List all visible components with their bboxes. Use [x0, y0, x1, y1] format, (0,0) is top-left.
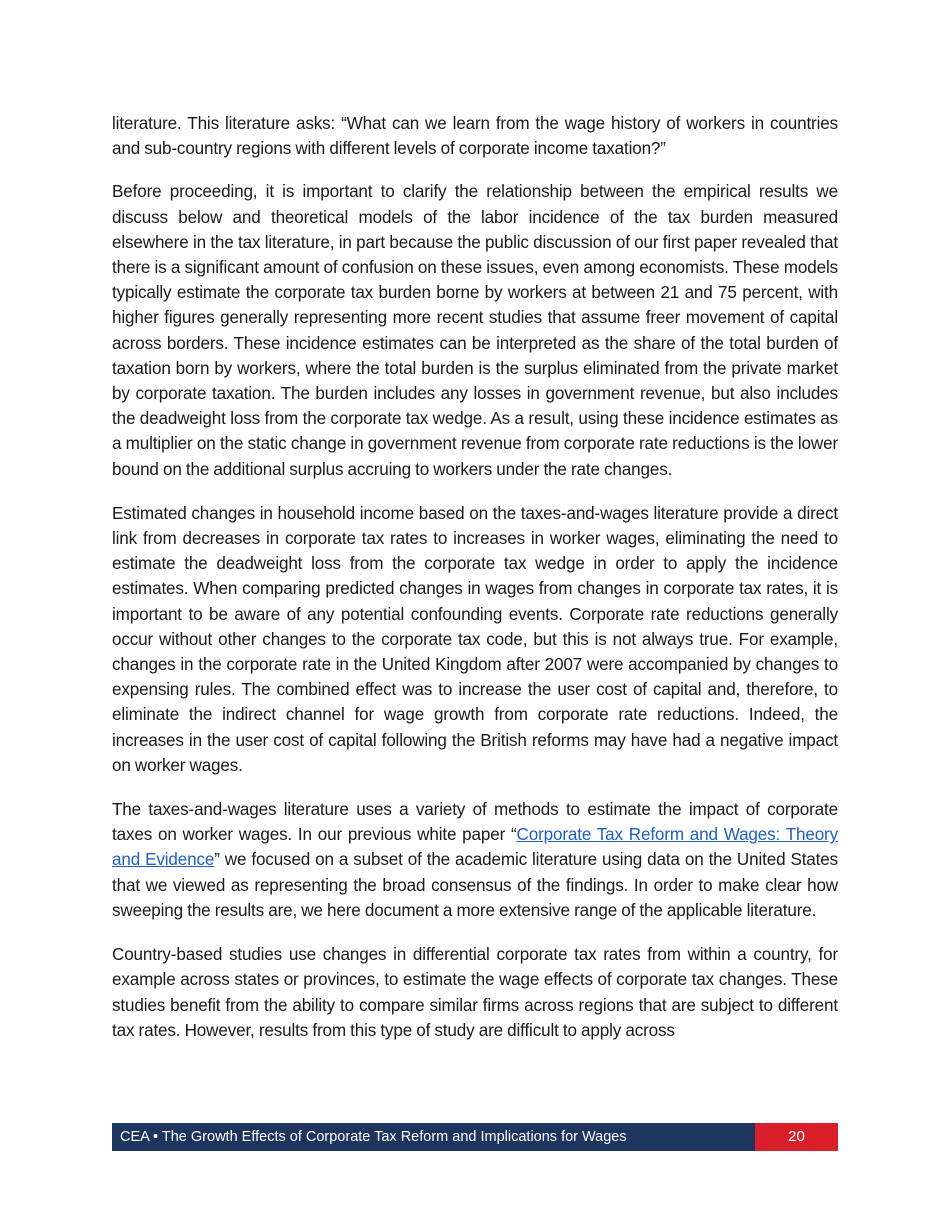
page-number: 20: [755, 1123, 838, 1151]
paragraph-3: Estimated changes in household income based on the taxes-and-wages literature provide a direct link from decreases in corporate tax rates to increases in worker wages, eliminating the need to estimate the deadweight loss from the corporate tax wedge in order to apply the incidence estimates. When comparing predicted changes in wages from changes in corporate tax rates, it is important to be aware of any potential confounding events. Corporate rate reductions generally occur without other changes to the corporate tax code, but this is not always true. For example, changes in the corporate rate in the United Kingdom after 2007 were accompanied by changes to expensing rules. The combined effect was to increase the user cost of capital and, therefore, to eliminate the indirect channel for wage growth from corporate rate reductions. Indeed, the increases in the user cost of capital following the British reforms may have had a negative impact on worker wages.: [112, 503, 838, 775]
white-paper-link[interactable]: Corporate Tax Reform and Wages: Theory and Evidence: [112, 825, 838, 870]
paragraph-4-before-link: The taxes-and-wages literature uses a variety of methods to estimate the impact of corporate taxes on worker wages. In our previous white paper “: [112, 800, 838, 845]
page-footer: [112, 1123, 838, 1151]
footer-title: CEA • The Growth Effects of Corporate Tax Reform and Implications for Wages: [112, 1123, 755, 1151]
paragraph-4-after-link: ” we focused on a subset of the academic literature using data on the United States that we viewed as representing the broad consensus of the findings. In order to make clear how sweeping the results are, we here document a more extensive range of the applicable literature.: [112, 850, 838, 920]
paragraph-5: Country-based studies use changes in differential corporate tax rates from within a country, for example across states or provinces, to estimate the wage effects of corporate tax changes. These studies benefit from the ability to compare similar firms across regions that are subject to different tax rates. However, results from this type of study are difficult to apply across: [112, 945, 838, 1040]
paragraph-2: Before proceeding, it is important to clarify the relationship between the empirical results we discuss below and theoretical models of the labor incidence of the tax burden measured elsewhere in the tax literature, in part because the public discussion of our first paper revealed that there is a significant amount of confusion on these issues, even among economists. These models typically estimate the corporate tax burden borne by workers at between 21 and 75 percent, with higher figures generally representing more recent studies that assume freer movement of capital across borders. These incidence estimates can be interpreted as the share of the total burden of taxation born by workers, where the total burden is the surplus eliminated from the private market by corporate taxation. The burden includes any losses in government revenue, but also includes the deadweight loss from the corporate tax wedge. As a result, using these incidence estimates as a multiplier on the static change in government revenue from corporate rate reductions is the lower bound on the additional surplus accruing to workers under the rate changes.: [112, 182, 838, 479]
page-body: [112, 111, 838, 1062]
paragraph-1: literature. This literature asks: “What can we learn from the wage history of workers in countries and sub-country regions with different levels of corporate income taxation?”: [112, 114, 838, 159]
paragraph-4: [112, 797, 838, 923]
